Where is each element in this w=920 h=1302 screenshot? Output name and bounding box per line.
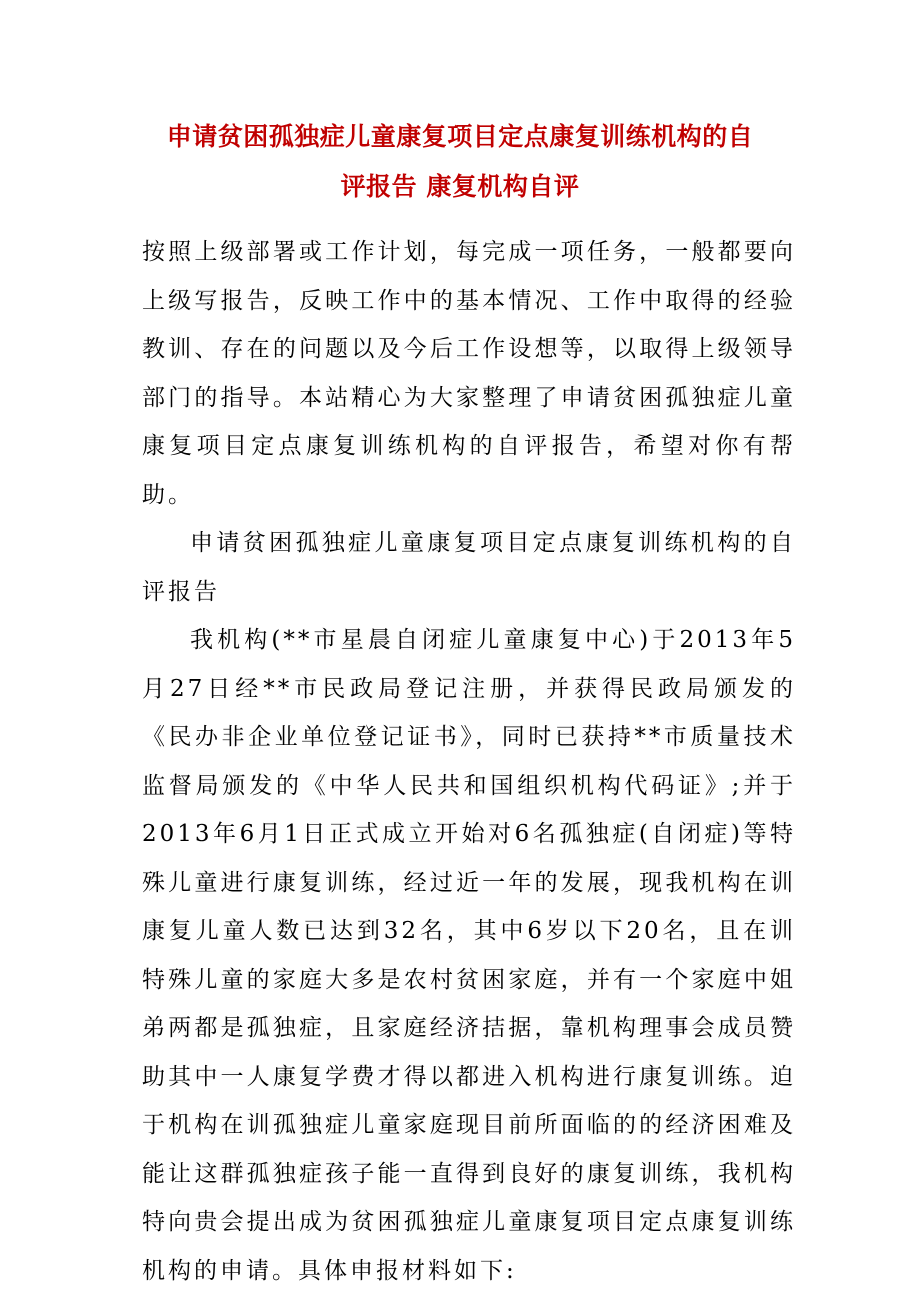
title-line-1: 申请贫困孤独症儿童康复项目定点康复训练机构的自 — [166, 122, 754, 151]
intro-paragraph: 按照上级部署或工作计划，每完成一项任务，一般都要向上级写报告，反映工作中的基本情况、工作中取得的经验教训、存在的问题以及今后工作设想等，以取得上级领导部门的指导。本站精心为大家整理了申请贫困孤独症儿童康复项目定点康复训练机构的自评报告，希望对你有帮助。 — [142, 239, 796, 508]
document-title — [120, 112, 800, 212]
body-paragraph: 我机构(**市星晨自闭症儿童康复中心)于2013年5月27日经**市民政局登记注册，并获得民政局颁发的《民办非企业单位登记证书》，同时已获持**市质量技术监督局颁发的《中华人民共和国组织机构代码证》;并于2013年6月1日正式成立开始对6名孤独症(自闭症)等特殊儿童进行康复训练，经过近一年的发展，现我机构在训康复儿童人数已达到32名，其中6岁以下20名，且在训特殊儿童的家庭大多是农村贫困家庭，并有一个家庭中姐弟两都是孤独症，且家庭经济拮据，靠机构理事会成员赞助其中一人康复学费才得以都进入机构进行康复训练。迫于机构在训孤独症儿童家庭现目前所面临的的经济困难及能让这群孤独症孩子能一直得到良好的康复训练，我机构特向贵会提出成为贫困孤独症儿童康复项目定点康复训练机构的申请。具体申报材料如下: — [142, 627, 796, 1284]
document-body — [142, 228, 796, 1295]
title-line-2: 评报告 康复机构自评 — [340, 172, 580, 201]
subtitle-paragraph: 申请贫困孤独症儿童康复项目定点康复训练机构的自评报告 — [142, 530, 796, 605]
